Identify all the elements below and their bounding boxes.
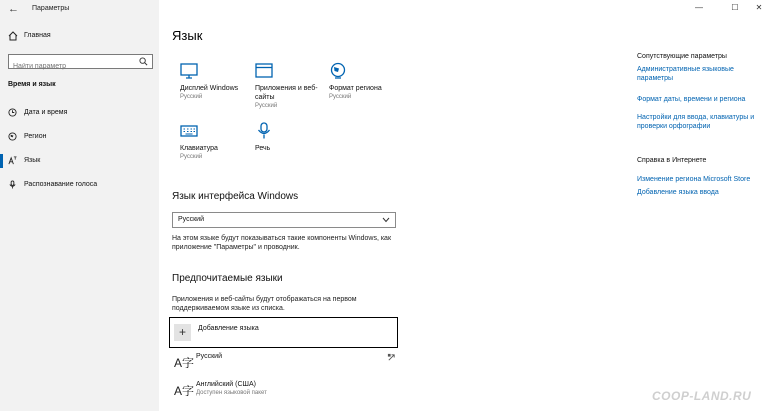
preferred-languages-description: Приложения и веб-сайты будут отображаться на первом поддерживаемом языке из списка.	[172, 296, 357, 312]
close-button[interactable]: ✕	[755, 3, 763, 12]
link-typing-keyboard-spelling[interactable]: Настройки для ввода, клавиатуры и проверки орфографии	[637, 114, 755, 130]
sidebar-section-header: Время и язык	[8, 81, 56, 88]
add-language-label: Добавление языка	[198, 325, 259, 332]
back-arrow-icon[interactable]: ←	[8, 3, 19, 15]
tile-subtitle: Русский	[180, 154, 203, 160]
language-name: Английский (США)	[196, 381, 256, 388]
tile-title: Формат региона	[329, 85, 382, 92]
tile-title: Дисплей Windows	[180, 85, 239, 92]
search-box[interactable]	[8, 54, 153, 69]
link-add-input-language[interactable]: Добавление языка ввода	[637, 189, 719, 196]
sidebar-item-date-time[interactable]	[0, 105, 159, 121]
window-icon	[255, 62, 273, 80]
home-icon	[8, 31, 18, 41]
title-bar	[0, 0, 159, 18]
tile-windows-display[interactable]	[180, 62, 260, 101]
tile-subtitle: Русский	[329, 94, 352, 100]
plus-icon: +	[174, 324, 191, 341]
display-language-value: Русский	[178, 216, 204, 223]
microphone-icon	[8, 180, 17, 189]
sidebar-item-label: Распознавание голоса	[24, 181, 98, 188]
watermark: COOP-LAND.RU	[652, 389, 752, 403]
search-input[interactable]	[9, 60, 129, 73]
app-title: Параметры	[32, 5, 70, 12]
globe-icon	[329, 62, 347, 80]
page-title: Язык	[172, 28, 203, 43]
online-help-heading: Справка в Интернете	[637, 157, 707, 164]
sidebar-item-label: Регион	[24, 133, 47, 140]
sidebar-item-label: Главная	[24, 32, 51, 39]
tile-title: Приложения и веб-сайты	[255, 85, 318, 101]
sidebar	[0, 0, 159, 411]
sidebar-item-region[interactable]	[0, 129, 159, 145]
search-icon[interactable]	[139, 57, 148, 66]
sidebar-item-label: Дата и время	[24, 109, 68, 116]
link-date-time-region-format[interactable]: Формат даты, времени и региона	[637, 96, 746, 103]
language-status: Доступен языковой пакет	[196, 390, 267, 396]
sidebar-item-home[interactable]	[0, 29, 159, 45]
language-icon: A字	[174, 356, 195, 370]
tile-keyboard[interactable]	[180, 122, 260, 161]
tile-subtitle: Русский	[255, 103, 278, 109]
tile-apps-websites[interactable]	[255, 62, 335, 110]
maximize-button[interactable]: ☐	[731, 3, 739, 12]
tile-title: Речь	[255, 145, 271, 152]
language-icon: A字	[174, 384, 195, 398]
preferred-languages-heading: Предпочитаемые языки	[172, 273, 283, 284]
sidebar-item-language[interactable]	[0, 153, 159, 169]
microphone-icon	[255, 122, 273, 140]
display-language-heading: Язык интерфейса Windows	[172, 191, 299, 202]
monitor-icon	[180, 62, 198, 80]
tile-subtitle: Русский	[180, 94, 203, 100]
chevron-down-icon	[382, 217, 390, 223]
language-name: Русский	[196, 353, 222, 360]
display-language-badge-icon	[387, 353, 396, 362]
display-language-description: На этом языке будут показываться такие компоненты Windows, как приложение "Параметры" и проводник.	[172, 235, 392, 251]
clock-icon	[8, 108, 17, 117]
add-language-button[interactable]	[169, 317, 398, 348]
language-item-russian[interactable]	[172, 352, 398, 374]
link-change-store-region[interactable]: Изменение региона Microsoft Store	[637, 176, 751, 183]
tile-speech[interactable]	[255, 122, 335, 153]
sidebar-item-label: Язык	[24, 157, 41, 164]
tile-title: Клавиатура	[180, 145, 218, 152]
language-item-english-us[interactable]	[172, 380, 398, 402]
keyboard-icon	[180, 122, 198, 140]
minimize-button[interactable]: —	[695, 3, 703, 12]
tile-region-format[interactable]	[329, 62, 409, 101]
language-icon	[8, 156, 17, 165]
globe-icon	[8, 132, 17, 141]
related-settings-heading: Сопутствующие параметры	[637, 53, 727, 60]
display-language-select[interactable]	[172, 212, 396, 228]
link-admin-language-settings[interactable]: Административные языковые параметры	[637, 66, 734, 82]
sidebar-item-speech[interactable]	[0, 177, 159, 193]
